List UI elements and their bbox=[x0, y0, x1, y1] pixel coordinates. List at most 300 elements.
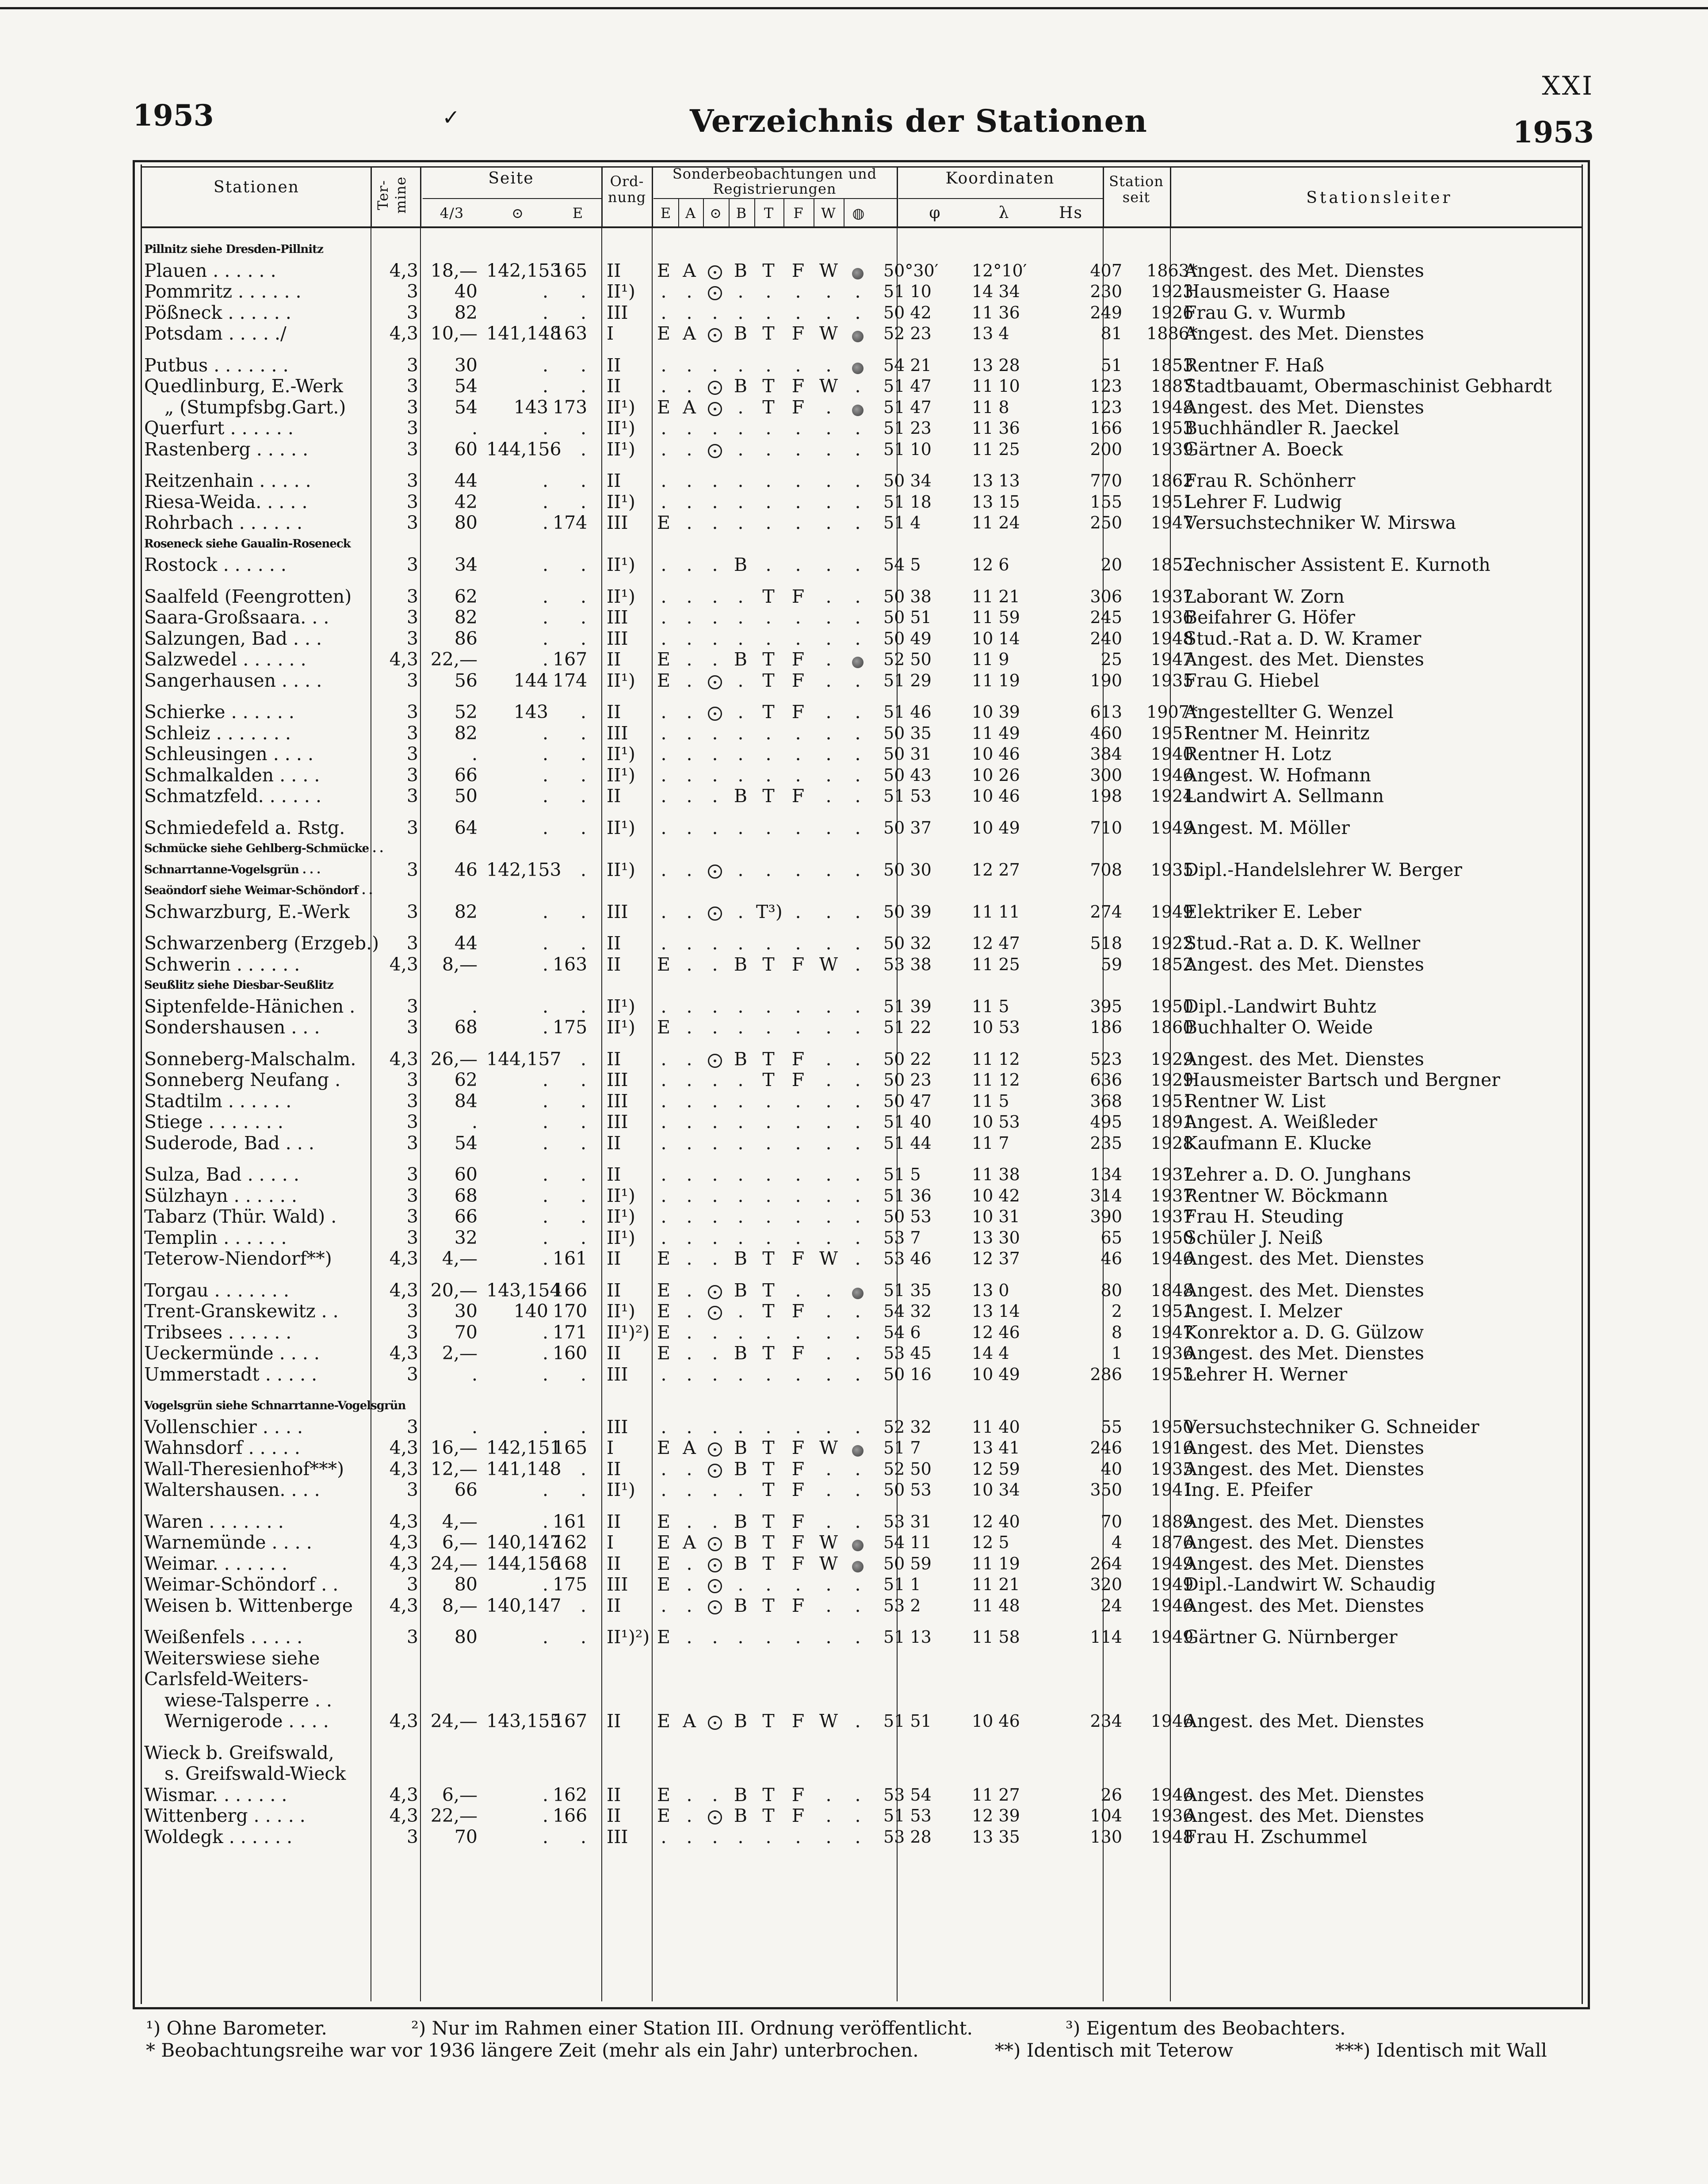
station-name: Schnarrtanne-Vogelsgrün . . . bbox=[144, 863, 321, 876]
table-row bbox=[141, 439, 1583, 460]
cell-O: . bbox=[712, 1248, 718, 1269]
table-row bbox=[141, 1595, 1583, 1616]
cell-pe: . bbox=[580, 933, 586, 954]
cell-A: A bbox=[683, 260, 696, 281]
cell-K: . bbox=[855, 512, 861, 533]
sun-circle-icon bbox=[705, 701, 725, 723]
sun-circle-icon bbox=[708, 1442, 722, 1457]
cell-seit: 1947 bbox=[1150, 650, 1194, 669]
cell-ord: II¹) bbox=[607, 859, 635, 880]
cell-W: . bbox=[825, 995, 832, 1017]
cell-B: . bbox=[737, 817, 744, 838]
table-row bbox=[141, 996, 1583, 1017]
cell-F: F bbox=[791, 1710, 805, 1732]
station-name: Siptenfelde-Hänichen . bbox=[144, 995, 355, 1017]
cell-p43: 30 bbox=[454, 1300, 478, 1322]
cell-term: 3 bbox=[406, 859, 418, 880]
cell-K: . bbox=[855, 817, 861, 838]
cell-lam: 13 0 bbox=[972, 1280, 1009, 1300]
cell-E: E bbox=[657, 1017, 670, 1038]
cell-term: 3 bbox=[406, 585, 418, 607]
cell-ord: II bbox=[607, 375, 621, 397]
sun-circle-icon bbox=[705, 1300, 725, 1322]
cell-K: . bbox=[855, 1574, 861, 1595]
cell-E: . bbox=[661, 554, 667, 575]
cell-hs: 460 bbox=[1090, 723, 1122, 743]
cell-E: . bbox=[661, 995, 667, 1017]
cell-B: . bbox=[737, 1300, 744, 1322]
station-name: Schleiz . . . . . . . bbox=[144, 722, 291, 744]
cell-E: . bbox=[661, 1826, 667, 1847]
cell-p43: 22,— bbox=[430, 1805, 478, 1826]
cell-ord: III bbox=[607, 1069, 628, 1090]
cell-A: . bbox=[686, 995, 692, 1017]
cell-leiter: Rentner H. Lotz bbox=[1184, 743, 1332, 765]
cell-W: . bbox=[825, 1017, 832, 1038]
table-row bbox=[141, 1322, 1583, 1343]
cell-phi: 52 50 bbox=[883, 1459, 932, 1479]
cell-leiter: Angest. des Met. Dienstes bbox=[1184, 1458, 1424, 1480]
cell-F: F bbox=[791, 396, 805, 418]
cell-seit: 1951 bbox=[1150, 723, 1194, 743]
cell-psun: 143 bbox=[513, 701, 548, 723]
station-name: Schierke . . . . . . bbox=[144, 701, 294, 723]
station-name: Vollenschier . . . . bbox=[144, 1416, 303, 1438]
cell-term: 4,3 bbox=[389, 1279, 418, 1301]
cell-hs: 300 bbox=[1090, 765, 1122, 785]
cell-term: 4,3 bbox=[389, 260, 418, 281]
station-name: Seaöndorf siehe Weimar-Schöndorf . . bbox=[144, 884, 373, 897]
cell-O: . bbox=[712, 1206, 718, 1227]
cell-hs: 123 bbox=[1090, 397, 1122, 417]
cell-T: . bbox=[765, 417, 772, 439]
cell-B: . bbox=[737, 1574, 744, 1595]
cell-phi: 52 23 bbox=[883, 324, 932, 343]
station-name: Sondershausen . . . bbox=[144, 1017, 320, 1038]
cell-E: . bbox=[661, 1185, 667, 1206]
cell-p43: 42 bbox=[454, 491, 478, 513]
cell-ord: II bbox=[607, 933, 621, 954]
cell-leiter: Angest. des Met. Dienstes bbox=[1184, 1511, 1424, 1532]
cell-F: . bbox=[795, 354, 801, 376]
table-row bbox=[141, 375, 1583, 397]
cell-W: W bbox=[819, 375, 838, 397]
cell-T: T bbox=[762, 396, 775, 418]
cell-W: W bbox=[819, 1710, 838, 1732]
cell-T: . bbox=[765, 1090, 772, 1112]
cell-O: . bbox=[712, 785, 718, 807]
cell-pe: 161 bbox=[553, 1248, 588, 1269]
sun-circle-icon bbox=[705, 859, 725, 880]
col-sonder-4: T bbox=[764, 205, 774, 222]
cell-W: . bbox=[825, 1511, 832, 1532]
cell-W: . bbox=[825, 1111, 832, 1132]
table-row bbox=[141, 281, 1583, 302]
cell-term: 4,3 bbox=[389, 649, 418, 670]
cell-W: . bbox=[825, 627, 832, 649]
cell-pe: . bbox=[580, 1416, 586, 1438]
cell-term: 3 bbox=[406, 901, 418, 922]
cell-W: . bbox=[825, 1416, 832, 1438]
station-name: Saalfeld (Feengrotten) bbox=[144, 585, 352, 607]
top-rule bbox=[0, 7, 1708, 9]
table-row bbox=[141, 417, 1583, 439]
cell-ord: III bbox=[607, 901, 628, 922]
cell-ord: II¹) bbox=[607, 281, 635, 302]
table-row bbox=[141, 607, 1583, 628]
sun-circle-icon bbox=[708, 707, 722, 721]
sun-circle-icon bbox=[708, 1558, 722, 1572]
station-name: Weimar. . . . . . . bbox=[144, 1553, 288, 1574]
cell-pe: 166 bbox=[553, 1805, 588, 1826]
cell-lam: 10 53 bbox=[972, 1017, 1020, 1037]
cell-pe: . bbox=[580, 1826, 586, 1847]
cell-hs: 25 bbox=[1100, 650, 1122, 669]
cell-lam: 13 15 bbox=[972, 492, 1020, 512]
table-row bbox=[141, 554, 1583, 575]
station-name: Ueckermünde . . . . bbox=[144, 1343, 320, 1364]
cell-T: T bbox=[762, 1458, 775, 1480]
cell-lam: 11 21 bbox=[972, 586, 1020, 606]
cell-K: . bbox=[855, 1132, 861, 1154]
table-row bbox=[141, 880, 1583, 901]
cell-term: 3 bbox=[406, 1206, 418, 1227]
cell-pe: . bbox=[580, 1132, 586, 1154]
cell-seit: 1949 bbox=[1150, 902, 1194, 922]
station-name: Wismar. . . . . . . bbox=[144, 1784, 287, 1805]
cell-term: 3 bbox=[406, 1416, 418, 1438]
sun-circle-icon bbox=[708, 402, 722, 416]
cell-pe: 170 bbox=[553, 1300, 588, 1322]
table-row bbox=[141, 1300, 1583, 1322]
cell-K: . bbox=[855, 669, 861, 691]
cell-O: . bbox=[712, 1626, 718, 1648]
station-name: Rostock . . . . . . bbox=[144, 554, 287, 575]
cell-O: . bbox=[712, 1416, 718, 1438]
cell-O: . bbox=[712, 722, 718, 744]
cell-W: . bbox=[825, 701, 832, 723]
cell-hs: 46 bbox=[1100, 1249, 1122, 1268]
cell-pe: . bbox=[580, 417, 586, 439]
table-row bbox=[141, 260, 1583, 281]
cell-hs: 249 bbox=[1090, 302, 1122, 322]
station-name: Wernigerode . . . . bbox=[164, 1710, 329, 1732]
cell-hs: 8 bbox=[1111, 1322, 1122, 1342]
cell-W: . bbox=[825, 1300, 832, 1322]
cell-K: . bbox=[855, 554, 861, 575]
cell-W: . bbox=[825, 281, 832, 302]
filled-dot-icon bbox=[847, 260, 868, 281]
cell-p43: 86 bbox=[454, 627, 478, 649]
cell-T: T bbox=[762, 1595, 775, 1616]
cell-F: . bbox=[795, 859, 801, 880]
cell-E: . bbox=[661, 375, 667, 397]
cell-seit: 1948 bbox=[1150, 1827, 1194, 1847]
cell-T: T bbox=[762, 375, 775, 397]
cell-A: . bbox=[686, 1363, 692, 1385]
table-row bbox=[141, 1069, 1583, 1090]
table-row bbox=[141, 586, 1583, 607]
cell-seit: 1940 bbox=[1150, 744, 1194, 764]
cell-F: . bbox=[795, 764, 801, 786]
table-row bbox=[141, 1690, 1583, 1711]
cell-lam: 10 34 bbox=[972, 1480, 1020, 1499]
cell-hs: 636 bbox=[1090, 1070, 1122, 1090]
station-name: Ummerstadt . . . . . bbox=[144, 1363, 317, 1385]
cell-hs: 65 bbox=[1100, 1228, 1122, 1247]
cell-A: . bbox=[686, 1511, 692, 1532]
cell-A: . bbox=[686, 859, 692, 880]
cell-T: T³) bbox=[756, 901, 783, 922]
cell-F: . bbox=[795, 817, 801, 838]
cell-F: . bbox=[795, 438, 801, 460]
cell-ord: II¹) bbox=[607, 438, 635, 460]
cell-F: F bbox=[791, 1532, 805, 1553]
cell-term: 4,3 bbox=[389, 1805, 418, 1826]
cell-lam: 12 37 bbox=[972, 1249, 1020, 1268]
cell-lam: 11 25 bbox=[972, 439, 1020, 459]
col-lambda: λ bbox=[998, 204, 1010, 222]
cell-seit: 1950 bbox=[1150, 1417, 1194, 1437]
cell-p43: 60 bbox=[454, 438, 478, 460]
cell-seit: 1929 bbox=[1150, 1049, 1194, 1069]
cell-F: . bbox=[795, 995, 801, 1017]
cell-K: . bbox=[855, 1321, 861, 1343]
cell-ord: II bbox=[607, 354, 621, 376]
cell-T: . bbox=[765, 1017, 772, 1038]
cell-ord: II bbox=[607, 1511, 621, 1532]
cell-ord: II¹) bbox=[607, 1227, 635, 1248]
cell-psun: . bbox=[542, 607, 548, 628]
cell-phi: 50 23 bbox=[883, 1070, 932, 1090]
cell-A: . bbox=[686, 1574, 692, 1595]
cell-term: 3 bbox=[406, 1300, 418, 1322]
cell-T: T bbox=[762, 1479, 775, 1500]
station-name: Wahnsdorf . . . . . bbox=[144, 1437, 300, 1458]
cell-phi: 50 43 bbox=[883, 765, 932, 785]
cell-W: . bbox=[825, 1458, 832, 1480]
cell-seit: 1937 bbox=[1150, 586, 1194, 606]
cell-p43: 66 bbox=[454, 1479, 478, 1500]
cell-psun: . bbox=[542, 1626, 548, 1648]
cell-A: . bbox=[686, 669, 692, 691]
station-name: Schmiedefeld a. Rstg. bbox=[144, 817, 345, 838]
sun-circle-icon bbox=[708, 1285, 722, 1299]
cell-pe: . bbox=[580, 1458, 586, 1480]
cell-E: . bbox=[661, 607, 667, 628]
cell-W: . bbox=[825, 1279, 832, 1301]
cell-hs: 320 bbox=[1090, 1575, 1122, 1594]
cell-phi: 54 32 bbox=[883, 1301, 932, 1321]
cell-p43: . bbox=[471, 417, 478, 439]
vsep bbox=[652, 166, 653, 228]
cell-lam: 10 14 bbox=[972, 628, 1020, 648]
cell-seit: 1923 bbox=[1150, 282, 1194, 301]
cell-ord: II bbox=[607, 649, 621, 670]
cell-leiter: Angest. des Met. Dienstes bbox=[1184, 649, 1424, 670]
cell-A: . bbox=[686, 1090, 692, 1112]
cell-E: E bbox=[657, 1784, 670, 1805]
cell-term: 3 bbox=[406, 1626, 418, 1648]
cell-term: 3 bbox=[406, 1574, 418, 1595]
cell-F: . bbox=[795, 1111, 801, 1132]
cell-O: . bbox=[712, 1479, 718, 1500]
cell-K: . bbox=[855, 1511, 861, 1532]
table-row bbox=[141, 1532, 1583, 1553]
cell-W: W bbox=[819, 1248, 838, 1269]
cell-p43: 60 bbox=[454, 1164, 478, 1185]
cell-psun: 144 bbox=[513, 669, 548, 691]
filled-dot-icon bbox=[847, 1437, 868, 1458]
cell-lam: 11 12 bbox=[972, 1049, 1020, 1069]
cell-ord: III bbox=[607, 302, 628, 323]
vsep bbox=[371, 166, 372, 228]
cell-term: 3 bbox=[406, 302, 418, 323]
cell-W: . bbox=[825, 1048, 832, 1070]
cell-pe: . bbox=[580, 354, 586, 376]
cell-p43: 44 bbox=[454, 933, 478, 954]
cell-term: 3 bbox=[406, 1479, 418, 1500]
cell-E: . bbox=[661, 1164, 667, 1185]
cell-leiter: Angest. des Met. Dienstes bbox=[1184, 1437, 1424, 1458]
cell-F: F bbox=[791, 375, 805, 397]
cell-hs: 286 bbox=[1090, 1364, 1122, 1384]
cell-p43: 80 bbox=[454, 1574, 478, 1595]
cell-phi: 50 31 bbox=[883, 744, 932, 764]
cell-E: . bbox=[661, 743, 667, 765]
cell-W: . bbox=[825, 585, 832, 607]
cell-W: W bbox=[819, 953, 838, 975]
cell-ord: II bbox=[607, 1458, 621, 1480]
cell-hs: 2 bbox=[1111, 1301, 1122, 1321]
cell-psun: . bbox=[542, 817, 548, 838]
cell-psun: 144,156 bbox=[486, 1553, 562, 1574]
vsep bbox=[420, 166, 421, 228]
cell-phi: 51 44 bbox=[883, 1133, 932, 1153]
station-name: Weimar-Schöndorf . . bbox=[144, 1574, 339, 1595]
cell-phi: 51 4 bbox=[883, 513, 921, 532]
cell-pe: 173 bbox=[553, 396, 588, 418]
cell-A: . bbox=[686, 1185, 692, 1206]
cell-hs: 1 bbox=[1111, 1343, 1122, 1363]
cell-phi: 51 39 bbox=[883, 996, 932, 1016]
cell-O: . bbox=[712, 607, 718, 628]
cell-seit: 1876 bbox=[1150, 1533, 1194, 1552]
cell-B: B bbox=[734, 953, 748, 975]
cell-K: . bbox=[855, 1090, 861, 1112]
table-row bbox=[141, 1668, 1583, 1690]
cell-K: . bbox=[855, 953, 861, 975]
cell-B: . bbox=[737, 512, 744, 533]
cell-psun: 140,147 bbox=[486, 1532, 562, 1553]
cell-phi: 50 39 bbox=[883, 902, 932, 922]
cell-B: . bbox=[737, 1479, 744, 1500]
cell-leiter: Dipl.-Landwirt W. Schaudig bbox=[1184, 1574, 1436, 1595]
cell-leiter: Angest. W. Hofmann bbox=[1184, 764, 1371, 786]
cell-T: T bbox=[762, 1805, 775, 1826]
cell-W: . bbox=[825, 1343, 832, 1364]
cell-K: . bbox=[855, 470, 861, 491]
cell-ord: II bbox=[607, 1279, 621, 1301]
cell-E: E bbox=[657, 1710, 670, 1732]
station-name: Salzungen, Bad . . . bbox=[144, 627, 322, 649]
cell-A: . bbox=[686, 1595, 692, 1616]
cell-psun: 142,153 bbox=[486, 260, 562, 281]
cell-pe: . bbox=[580, 302, 586, 323]
cell-lam: 13 35 bbox=[972, 1827, 1020, 1847]
cell-F: F bbox=[791, 323, 805, 344]
cell-pe: . bbox=[580, 701, 586, 723]
cell-psun: . bbox=[542, 1164, 548, 1185]
cell-leiter: Ing. E. Pfeifer bbox=[1184, 1479, 1313, 1500]
cell-B: B bbox=[734, 1458, 748, 1480]
sun-circle-icon bbox=[705, 1532, 725, 1553]
cell-F: . bbox=[795, 1416, 801, 1438]
cell-ord: II¹) bbox=[607, 1206, 635, 1227]
cell-p43: 10,— bbox=[430, 323, 478, 344]
cell-F: . bbox=[795, 1017, 801, 1038]
cell-O: . bbox=[712, 1132, 718, 1154]
cell-lam: 11 38 bbox=[972, 1165, 1020, 1184]
cell-B: . bbox=[737, 1626, 744, 1648]
table-row bbox=[141, 1111, 1583, 1132]
cell-B: B bbox=[734, 554, 748, 575]
cell-hs: 80 bbox=[1100, 1280, 1122, 1300]
year-right: 1953 bbox=[1513, 115, 1594, 149]
cell-T: . bbox=[765, 1206, 772, 1227]
cell-term: 4,3 bbox=[389, 1248, 418, 1269]
cell-pe: . bbox=[580, 470, 586, 491]
cell-W: . bbox=[825, 607, 832, 628]
cell-p43: 64 bbox=[454, 817, 478, 838]
cell-phi: 50 34 bbox=[883, 471, 932, 490]
cell-A: . bbox=[686, 743, 692, 765]
cell-F: . bbox=[795, 1090, 801, 1112]
cell-B: . bbox=[737, 859, 744, 880]
cell-leiter: Angest. des Met. Dienstes bbox=[1184, 396, 1424, 418]
cell-B: . bbox=[737, 995, 744, 1017]
table-row bbox=[141, 1048, 1583, 1070]
station-name: Sonneberg-Malschalm. bbox=[144, 1048, 356, 1070]
cell-B: . bbox=[737, 901, 744, 922]
cell-ord: III bbox=[607, 1363, 628, 1385]
station-name: Schwerin . . . . . . bbox=[144, 953, 300, 975]
cell-leiter: Frau H. Steuding bbox=[1184, 1206, 1344, 1227]
cell-psun: . bbox=[542, 1826, 548, 1847]
cell-K: . bbox=[855, 585, 861, 607]
cell-phi: 53 45 bbox=[883, 1343, 932, 1363]
cell-lam: 12 5 bbox=[972, 1533, 1009, 1552]
station-name: Schwarzburg, E.-Werk bbox=[144, 901, 350, 922]
cell-ord: I bbox=[607, 1437, 614, 1458]
cell-K: . bbox=[855, 1017, 861, 1038]
cell-leiter: Konrektor a. D. G. Gülzow bbox=[1184, 1321, 1424, 1343]
cell-leiter: Landwirt A. Sellmann bbox=[1184, 785, 1384, 807]
cell-psun: . bbox=[542, 1090, 548, 1112]
cell-leiter: Angest. I. Melzer bbox=[1184, 1300, 1342, 1322]
cell-psun: . bbox=[542, 1363, 548, 1385]
cell-leiter: Stud.-Rat a. D. W. Kramer bbox=[1184, 627, 1421, 649]
cell-B: . bbox=[737, 669, 744, 691]
cell-B: . bbox=[737, 1416, 744, 1438]
cell-K: . bbox=[855, 1069, 861, 1090]
table-row bbox=[141, 670, 1583, 691]
cell-T: . bbox=[765, 933, 772, 954]
cell-term: 4,3 bbox=[389, 1595, 418, 1616]
col-seite: Seite bbox=[488, 169, 534, 187]
cell-hs: 407 bbox=[1090, 260, 1122, 280]
footnote-dstar: **) Identisch mit Teterow bbox=[995, 2039, 1234, 2061]
